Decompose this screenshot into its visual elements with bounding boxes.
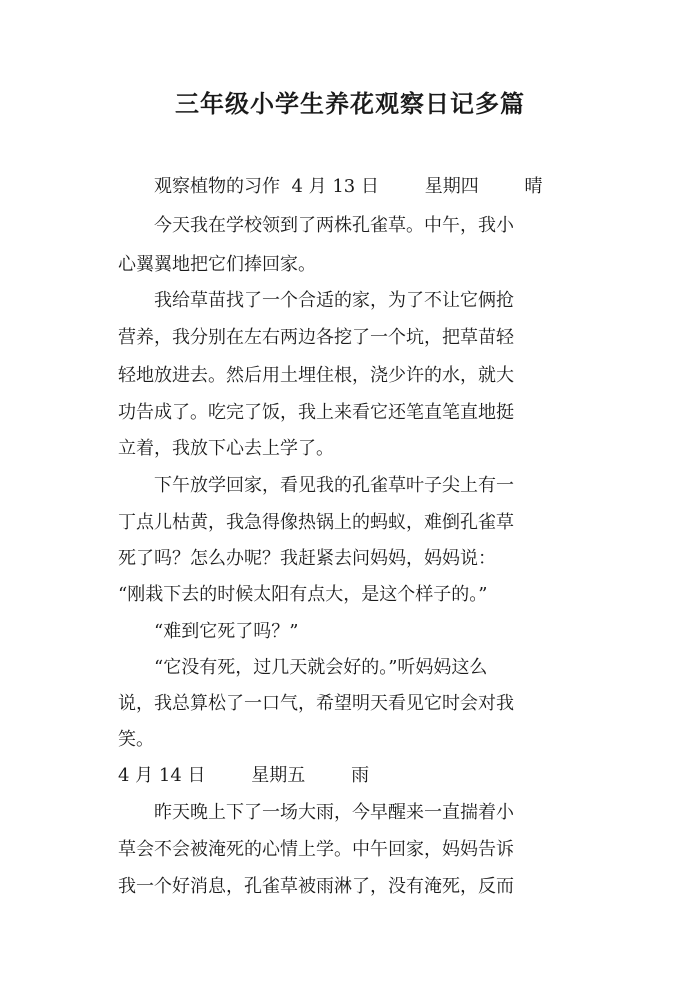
quote-line: “刚栽下去的时候太阳有点大，是这个样子的。” [118, 584, 488, 605]
paragraph-line: 下午放学回家，看见我的孔雀草叶子尖上有一 [118, 475, 514, 496]
paragraph-line: 笑。 [118, 729, 154, 750]
diary-header-line: 观察植物的习作 4 月 13 日 星期四 晴 [118, 176, 543, 197]
paragraph-line: 今天我在学校领到了两株孔雀草。中午，我小 [118, 215, 514, 236]
paragraph-line: 昨天晚上下了一场大雨，今早醒来一直揣着小 [118, 802, 514, 823]
paragraph-line: 丁点儿枯黄，我急得像热锅上的蚂蚁，难倒孔雀草 [118, 512, 514, 533]
paragraph-line: 心翼翼地把它们捧回家。 [118, 254, 316, 275]
paragraph-line: 我给草苗找了一个合适的家，为了不让它俩抢 [118, 290, 514, 311]
paragraph-line: 说，我总算松了一口气，希望明天看见它时会对我 [118, 693, 514, 714]
paragraph-line: 营养，我分别在左右两边各挖了一个坑，把草苗轻 [118, 327, 514, 348]
paragraph-line: 草会不会被淹死的心情上学。中午回家，妈妈告诉 [118, 839, 514, 860]
paragraph-line: 轻地放进去。然后用土埋住根，浇少许的水，就大 [118, 365, 514, 386]
paragraph-line: 功告成了。吃完了饭，我上来看它还笔直笔直地挺 [118, 402, 514, 423]
diary-header-line: 4 月 14 日 星期五 雨 [118, 765, 370, 786]
quote-line: “难到它死了吗？” [118, 621, 299, 642]
quote-line: “它没有死，过几天就会好的。”听妈妈这么 [118, 657, 488, 678]
paragraph-line: 立着，我放下心去上学了。 [118, 438, 334, 459]
document-title: 三年级小学生养花观察日记多篇 [175, 90, 525, 118]
paragraph-line: 死了吗？怎么办呢？我赶紧去问妈妈，妈妈说： [118, 548, 496, 569]
paragraph-line: 我一个好消息，孔雀草被雨淋了，没有淹死，反而 [118, 876, 514, 897]
